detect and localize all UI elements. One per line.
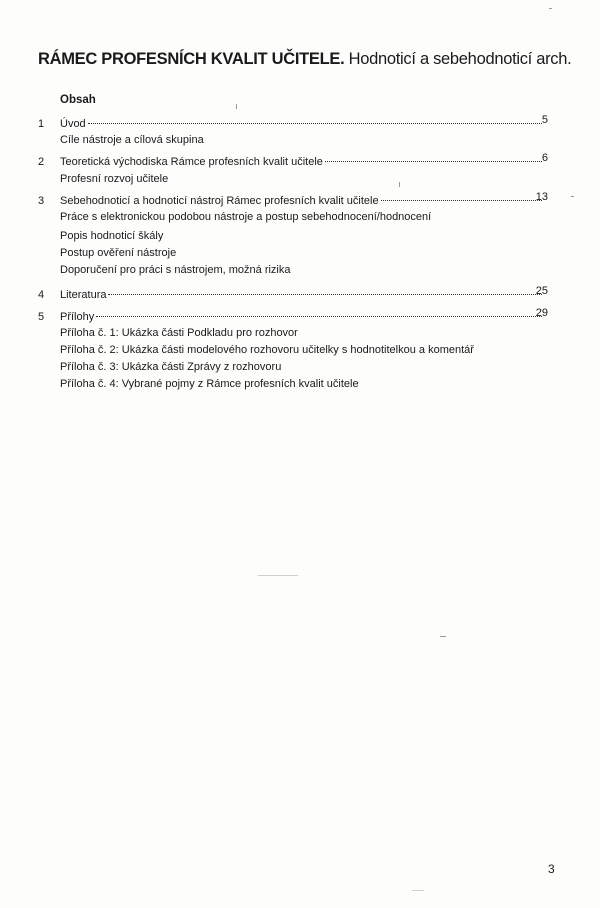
toc-subentry-title: Příloha č. 2: Ukázka části modelového rozhovoru učitelky s hodnotitelkou a komentář (60, 344, 474, 356)
toc-entry-title: Úvod (60, 118, 86, 130)
title-bold: RÁMEC PROFESNÍCH KVALIT UČITELE. (38, 50, 345, 68)
toc-entry-page: 6 (541, 152, 548, 164)
toc-entry[interactable] (0, 116, 600, 132)
toc-entry[interactable] (0, 309, 600, 325)
toc-subentry-title: Příloha č. 1: Ukázka části Podkladu pro rozhovor (60, 327, 298, 339)
scan-speck (549, 8, 552, 9)
toc-entry-number: 2 (38, 156, 45, 168)
toc-entry-page: 29 (535, 307, 548, 319)
toc-subentry-title: Popis hodnoticí škály (60, 230, 164, 242)
toc-subentry[interactable] (0, 132, 600, 148)
toc-entry[interactable] (0, 193, 600, 209)
title-subtitle: Hodnoticí a sebehodnoticí arch. (348, 50, 572, 68)
toc-entry-title: Sebehodnoticí a hodnoticí nástroj Rámec profesních kvalit učitele (60, 195, 379, 207)
toc-subentry-title: Práce s elektronickou podobou nástroje a postup sebehodnocení/hodnocení (60, 211, 432, 223)
toc-entry-title: Přílohy (60, 311, 95, 323)
scan-speck (571, 196, 574, 197)
dot-leader (381, 200, 542, 201)
toc-entry-page: 13 (535, 191, 548, 203)
toc-entry-number: 1 (38, 118, 45, 130)
toc-subentry-title: Profesní rozvoj učitele (60, 173, 169, 185)
toc-entry-title: Teoretická východiska Rámce profesních kvalit učitele (60, 156, 323, 168)
toc-subentry[interactable] (0, 325, 600, 341)
toc-heading: Obsah (60, 94, 96, 106)
toc-subentry[interactable] (0, 376, 600, 392)
toc-subentry[interactable] (0, 342, 600, 358)
toc-subentry[interactable] (0, 171, 600, 187)
dot-leader (88, 123, 542, 124)
scan-speck (258, 575, 298, 576)
toc-entry-number: 3 (38, 195, 45, 207)
toc-entry-page: 5 (541, 114, 548, 126)
toc-subentry-title: Příloha č. 3: Ukázka části Zprávy z rozhovoru (60, 361, 282, 373)
dot-leader (96, 316, 542, 317)
toc-entry-title: Literatura (60, 289, 107, 301)
toc-subentry-title: Příloha č. 4: Vybrané pojmy z Rámce profesních kvalit učitele (60, 378, 359, 390)
toc-entry-number: 5 (38, 311, 45, 323)
toc-subentry[interactable] (0, 262, 600, 278)
toc-entry[interactable] (0, 287, 600, 303)
toc-subentry[interactable] (0, 209, 600, 225)
toc-subentry-title: Cíle nástroje a cílová skupina (60, 134, 204, 146)
scan-speck (412, 890, 424, 891)
toc-subentry[interactable] (0, 359, 600, 375)
document-title (38, 50, 578, 69)
toc-subentry-title: Doporučení pro práci s nástrojem, možná rizika (60, 264, 291, 276)
scan-speck (399, 182, 400, 187)
scan-speck (236, 104, 237, 109)
toc-entry-page: 25 (535, 285, 548, 297)
dot-leader (108, 294, 542, 295)
toc-subentry-title: Postup ověření nástroje (60, 247, 177, 259)
toc-subentry[interactable] (0, 245, 600, 261)
page-number: 3 (548, 862, 555, 876)
toc-entry[interactable] (0, 154, 600, 170)
toc-entry-number: 4 (38, 289, 45, 301)
toc-subentry[interactable] (0, 228, 600, 244)
scan-speck (440, 636, 446, 637)
dot-leader (325, 161, 542, 162)
